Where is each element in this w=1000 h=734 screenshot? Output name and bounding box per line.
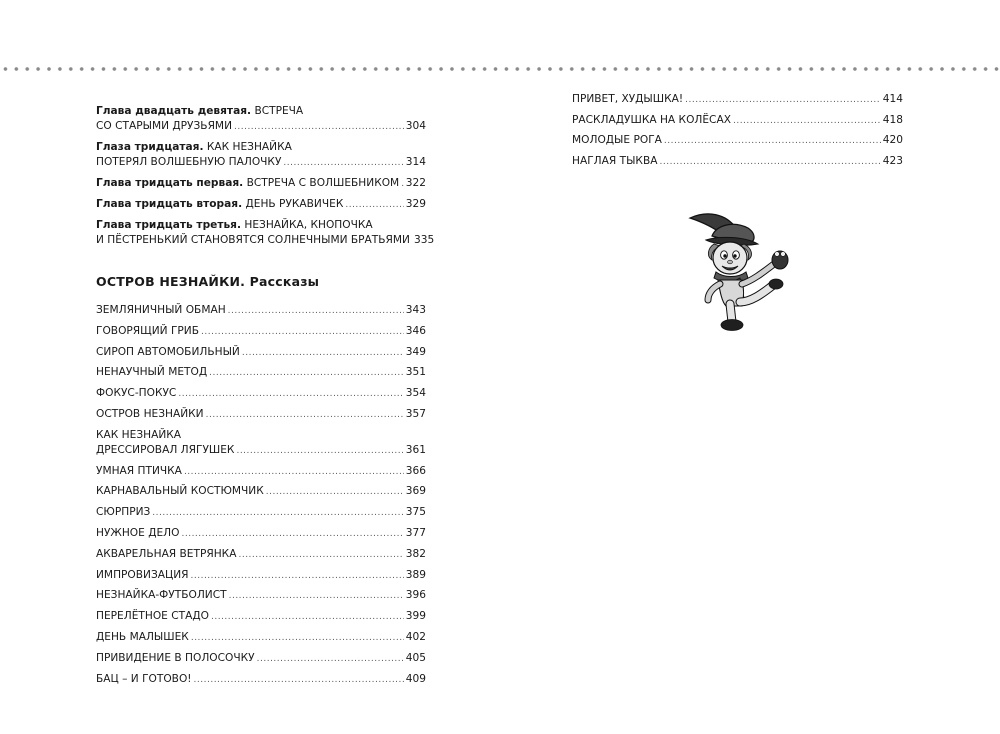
story-title: КАРНАВАЛЬНЫЙ КОСТЮМЧИК	[96, 485, 264, 498]
dot-leader	[659, 155, 880, 170]
dot-leader	[257, 652, 404, 667]
page-number: 396	[405, 589, 426, 602]
toc-story-entry[interactable]	[572, 113, 903, 129]
toc-chapter-entry[interactable]	[96, 140, 426, 171]
toc-story-entry[interactable]	[96, 630, 426, 646]
toc-story-entry[interactable]	[96, 672, 426, 688]
toc-story-entry[interactable]	[96, 609, 426, 625]
story-title: ПРИВЕТ, ХУДЫШКА!	[572, 93, 684, 105]
story-title: УМНАЯ ПТИЧКА	[96, 464, 182, 477]
toc-story-entry[interactable]	[96, 464, 426, 480]
chapter-title-line1: НЕЗНАЙКА, КНОПОЧКА	[244, 219, 373, 231]
toc-story-entry[interactable]	[96, 428, 426, 459]
chapter-label: Глава тридцать вторая.	[96, 198, 243, 210]
dot-leader	[152, 506, 403, 521]
dot-leader	[401, 177, 404, 192]
section-title-main: ОСТРОВ НЕЗНАЙКИ.	[96, 274, 246, 289]
story-title-line1: КАК НЕЗНАЙКА	[96, 428, 182, 441]
page-number: 314	[405, 156, 426, 168]
story-title: АКВАРЕЛЬНАЯ ВЕТРЯНКА	[96, 547, 237, 560]
story-title: ПЕРЕЛЁТНОЕ СТАДО	[96, 610, 209, 623]
page-number: 418	[882, 113, 903, 126]
dot-leader	[236, 444, 403, 459]
page-number: 322	[405, 177, 426, 189]
page-number: 361	[405, 443, 426, 456]
page-number: 351	[405, 366, 426, 379]
toc-story-entry[interactable]	[96, 588, 426, 604]
chapter-title: ДЕНЬ РУКАВИЧЕК	[245, 198, 344, 210]
page-number: 329	[405, 198, 426, 210]
dot-leader	[194, 673, 404, 688]
page-number: 335	[413, 234, 435, 246]
toc-story-entry[interactable]	[96, 407, 426, 423]
page-number: 354	[405, 387, 426, 400]
toc-story-entry[interactable]	[572, 133, 903, 149]
chapter-label: Глава тридцать первая.	[96, 177, 244, 189]
page-number: 423	[882, 155, 903, 168]
story-title: ЗЕМЛЯНИЧНЫЙ ОБМАН	[96, 304, 226, 316]
page-number: 420	[882, 134, 903, 147]
toc-left-column	[96, 104, 435, 692]
story-title: ПРИВИДЕНИЕ В ПОЛОСОЧКУ	[96, 651, 255, 664]
dot-leader	[234, 120, 404, 135]
story-title: РАСКЛАДУШКА НА КОЛЁСАХ	[572, 113, 731, 126]
dot-leader	[664, 134, 881, 149]
toc-chapter-entry[interactable]	[96, 197, 426, 213]
chapter-title-line2: И ПЁСТРЕНЬКИЙ СТАНОВЯТСЯ СОЛНЕЧНЫМИ БРАТЬЯМИ	[96, 234, 410, 246]
toc-story-entry[interactable]	[96, 568, 426, 584]
story-title: НЕЗНАЙКА-ФУТБОЛИСТ	[96, 589, 227, 602]
page-number: 389	[405, 568, 426, 581]
dot-leader	[211, 610, 404, 625]
page-number: 382	[405, 547, 426, 560]
toc-story-entry[interactable]	[96, 526, 426, 542]
story-title: МОЛОДЫЕ РОГА	[572, 134, 662, 147]
page-number: 343	[405, 304, 426, 316]
story-title: ГОВОРЯЩИЙ ГРИБ	[96, 324, 199, 337]
dot-leader	[181, 527, 403, 542]
chapter-title: ВСТРЕЧА С ВОЛШЕБНИКОМ	[246, 177, 400, 189]
toc-story-entry[interactable]	[572, 92, 903, 108]
toc-chapter-entry[interactable]	[96, 104, 426, 135]
chapter-label: Глава двадцать девятая.	[96, 105, 252, 117]
dot-leader	[229, 589, 404, 604]
dot-leader	[345, 198, 403, 213]
page-number: 409	[405, 672, 426, 685]
dot-leader	[266, 485, 404, 500]
dot-leader	[201, 325, 404, 340]
dot-leader	[191, 631, 404, 646]
dot-leader	[191, 569, 404, 584]
page-number: 405	[405, 651, 426, 664]
toc-chapter-entry[interactable]	[96, 176, 426, 192]
dot-leader	[206, 408, 404, 423]
story-title: ОСТРОВ НЕЗНАЙКИ	[96, 407, 204, 420]
dot-leader	[283, 156, 403, 171]
toc-story-entry[interactable]	[96, 324, 426, 340]
dot-leader	[238, 548, 403, 563]
dot-leader	[209, 366, 404, 381]
chapter-title-line2: ПОТЕРЯЛ ВОЛШЕБНУЮ ПАЛОЧКУ	[96, 156, 282, 168]
page-number: 349	[405, 345, 426, 358]
story-title: НЕНАУЧНЫЙ МЕТОД	[96, 366, 208, 379]
toc-story-entry[interactable]	[96, 365, 426, 381]
dot-leader	[178, 387, 403, 402]
story-title: ФОКУС-ПОКУС	[96, 387, 177, 400]
story-title: ИМПРОВИЗАЦИЯ	[96, 568, 189, 581]
story-title: НУЖНОЕ ДЕЛО	[96, 526, 180, 539]
page-number: 369	[405, 485, 426, 498]
story-title: ДРЕССИРОВАЛ ЛЯГУШЕК	[96, 443, 235, 456]
dotted-divider	[0, 67, 1000, 71]
story-title: ДЕНЬ МАЛЫШЕК	[96, 630, 189, 643]
story-title: НАГЛАЯ ТЫКВА	[572, 155, 658, 168]
page-number: 357	[405, 407, 426, 420]
page-number: 414	[882, 93, 903, 105]
chapter-title-line1: КАК НЕЗНАЙКА	[206, 141, 292, 153]
dot-leader	[184, 465, 404, 480]
page-number: 304	[405, 120, 426, 132]
chapter-title-line2: СО СТАРЫМИ ДРУЗЬЯМИ	[96, 120, 232, 132]
page-number: 399	[405, 610, 426, 623]
chapter-label: Глава тридцать третья.	[96, 219, 242, 231]
dot-leader	[685, 93, 881, 108]
chapter-label: Глаза тридцатая.	[96, 141, 204, 153]
toc-story-entry[interactable]	[96, 345, 426, 361]
toc-story-entry[interactable]	[96, 303, 426, 319]
toc-story-entry[interactable]	[96, 484, 426, 500]
story-title: БАЦ – И ГОТОВО!	[96, 672, 192, 685]
dot-leader	[242, 346, 404, 361]
toc-right-column	[572, 92, 903, 175]
page-number: 402	[405, 630, 426, 643]
toc-story-entry[interactable]	[572, 154, 903, 170]
story-title: СЮРПРИЗ	[96, 506, 151, 519]
page-number: 366	[405, 464, 426, 477]
section-heading	[96, 274, 426, 289]
dunno-character-illustration-icon	[678, 206, 808, 332]
toc-chapter-entry[interactable]	[96, 218, 435, 249]
page-number: 375	[405, 506, 426, 519]
page-number: 346	[405, 324, 426, 337]
chapter-title-line1: ВСТРЕЧА	[254, 105, 304, 117]
toc-story-entry[interactable]	[96, 505, 426, 521]
toc-story-entry[interactable]	[96, 651, 426, 667]
page-number: 377	[405, 526, 426, 539]
toc-story-entry[interactable]	[96, 386, 426, 402]
dot-leader	[228, 304, 404, 319]
section-title-sub: Рассказы	[249, 274, 320, 289]
story-title: СИРОП АВТОМОБИЛЬНЫЙ	[96, 345, 240, 358]
toc-story-entry[interactable]	[96, 547, 426, 563]
dot-leader	[733, 114, 881, 129]
